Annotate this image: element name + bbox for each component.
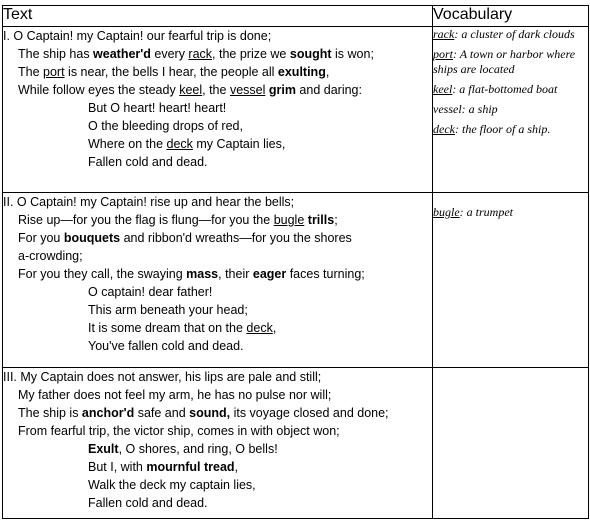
poem-line (3, 81, 432, 99)
vocab-word: vessel (229, 83, 266, 97)
line-text: , the prize we (212, 47, 290, 61)
line-text: The ship has (18, 47, 94, 61)
vocab-definition: vessel: a ship (433, 102, 498, 116)
line-text: For you they call, the swaying (18, 267, 187, 281)
vocabulary-column-header: Vocabulary (433, 6, 589, 27)
vocab-cell-2 (433, 193, 589, 368)
vocab-word: deck (166, 137, 193, 151)
vocab-word: keel (179, 83, 203, 97)
line-text: my Captain lies, (192, 137, 286, 151)
vocab-entry (433, 102, 588, 117)
bold-word: sound, (189, 406, 231, 420)
line-text: every (150, 47, 189, 61)
poem-line (3, 265, 432, 283)
line-text: It is some dream that on the (88, 321, 247, 335)
vocab-term: deck (433, 122, 455, 136)
line-text: safe and (134, 406, 190, 420)
line-text: and daring: (295, 83, 362, 97)
vocab-entry (433, 82, 588, 97)
line-text: Fallen cold and dead. (88, 496, 208, 510)
vocab-definition: : a trumpet (459, 205, 513, 219)
line-text: The (18, 65, 44, 79)
stanza-2 (3, 193, 433, 368)
vocab-entry (433, 47, 588, 77)
vocab-cell-3 (433, 368, 589, 519)
poem-line (3, 337, 432, 355)
poem-line (3, 494, 432, 512)
poem-line (3, 63, 432, 81)
poem-line (3, 99, 432, 117)
line-text: faces turning; (286, 267, 365, 281)
vocab-term: bugle (433, 205, 460, 219)
line-text: You've fallen cold and dead. (88, 339, 244, 353)
text-column-header: Text (3, 6, 433, 27)
poem-line (3, 368, 432, 386)
bold-word: mournful tread (146, 460, 235, 474)
stanza-row-2 (3, 193, 589, 368)
vocab-word: rack (188, 47, 213, 61)
line-text: From fearful trip, the victor ship, comes in with object won; (18, 424, 340, 438)
poem-line (3, 440, 432, 458)
bold-word: sought (289, 47, 332, 61)
line-text: Walk the deck my captain lies, (88, 478, 256, 492)
bold-word: exulting (277, 65, 326, 79)
line-text: its voyage closed and done; (230, 406, 389, 420)
bold-word: Exult (88, 442, 119, 456)
bold-word: grim (268, 83, 296, 97)
line-text: My father does not feel my arm, he has no pulse nor will; (18, 388, 332, 402)
line-text: O captain! dear father! (88, 285, 213, 299)
poem-line (3, 45, 432, 63)
poem-line (3, 458, 432, 476)
poem-line (3, 247, 432, 265)
poem-line (3, 319, 432, 337)
line-text: For you (18, 231, 64, 245)
vocab-term: port (433, 47, 454, 61)
line-text: But O heart! heart! heart! (88, 101, 227, 115)
vocab-term: keel (433, 82, 453, 96)
line-text: Fallen cold and dead. (88, 155, 208, 169)
line-text: , (234, 460, 239, 474)
vocab-cell-1 (433, 27, 589, 193)
bold-word: bouquets (63, 231, 121, 245)
vocab-entry (433, 122, 588, 137)
vocab-definition: : a cluster of dark clouds (454, 27, 575, 41)
line-text: III. My Captain does not answer, his lips are pale and still; (3, 370, 322, 384)
stanza-row-3 (3, 368, 589, 519)
vocab-entry (433, 205, 588, 220)
stanza-row-1 (3, 27, 589, 193)
bold-word: anchor'd (81, 406, 135, 420)
line-text: , O shores, and ring, O bells! (118, 442, 278, 456)
stanza-3 (3, 368, 433, 519)
line-text: This arm beneath your head; (88, 303, 248, 317)
vocab-definition: : the floor of a ship. (454, 122, 551, 136)
poem-line (3, 476, 432, 494)
poem-line (3, 27, 432, 45)
poem-line (3, 283, 432, 301)
vocab-word: deck (246, 321, 273, 335)
vocab-word: port (43, 65, 65, 79)
poem-line (3, 404, 432, 422)
poem-line (3, 386, 432, 404)
line-text: O the bleeding drops of red, (88, 119, 243, 133)
poem-line (3, 211, 432, 229)
line-text: , (272, 321, 277, 335)
vocab-definition: : a flat-bottomed boat (452, 82, 558, 96)
vocab-term: rack (433, 27, 455, 41)
line-text: , the (202, 83, 230, 97)
line-text: ; (334, 213, 338, 227)
line-text: Rise up—for you the flag is flung—for you the (18, 213, 274, 227)
bold-word: mass (186, 267, 219, 281)
vocab-word: bugle (273, 213, 305, 227)
line-text: is won; (331, 47, 374, 61)
poem-line (3, 422, 432, 440)
line-text: and ribbon'd wreaths—for you the shores (120, 231, 352, 245)
stanza-1 (3, 27, 433, 193)
poem-line (3, 153, 432, 171)
poem-line (3, 193, 432, 211)
bold-word: trills (307, 213, 335, 227)
line-text: a-crowding; (18, 249, 83, 263)
poem-table (2, 5, 589, 519)
bold-word: weather'd (93, 47, 151, 61)
bold-word: eager (252, 267, 287, 281)
line-text: , (325, 65, 330, 79)
poem-line (3, 301, 432, 319)
line-text: , their (218, 267, 253, 281)
poem-line (3, 117, 432, 135)
line-text: While follow eyes the steady (18, 83, 180, 97)
line-text: II. O Captain! my Captain! rise up and hear the bells; (3, 195, 295, 209)
line-text: The ship is (18, 406, 82, 420)
line-text: Where on the (88, 137, 167, 151)
vocab-entry (433, 27, 588, 42)
line-text: is near, the bells I hear, the people all (64, 65, 278, 79)
header-row (3, 6, 589, 27)
poem-line (3, 135, 432, 153)
line-text: But I, with (88, 460, 147, 474)
poem-line (3, 229, 432, 247)
line-text: I. O Captain! my Captain! our fearful trip is done; (3, 29, 272, 43)
vocab-definition: : A town or harbor where ships are located (433, 47, 576, 76)
